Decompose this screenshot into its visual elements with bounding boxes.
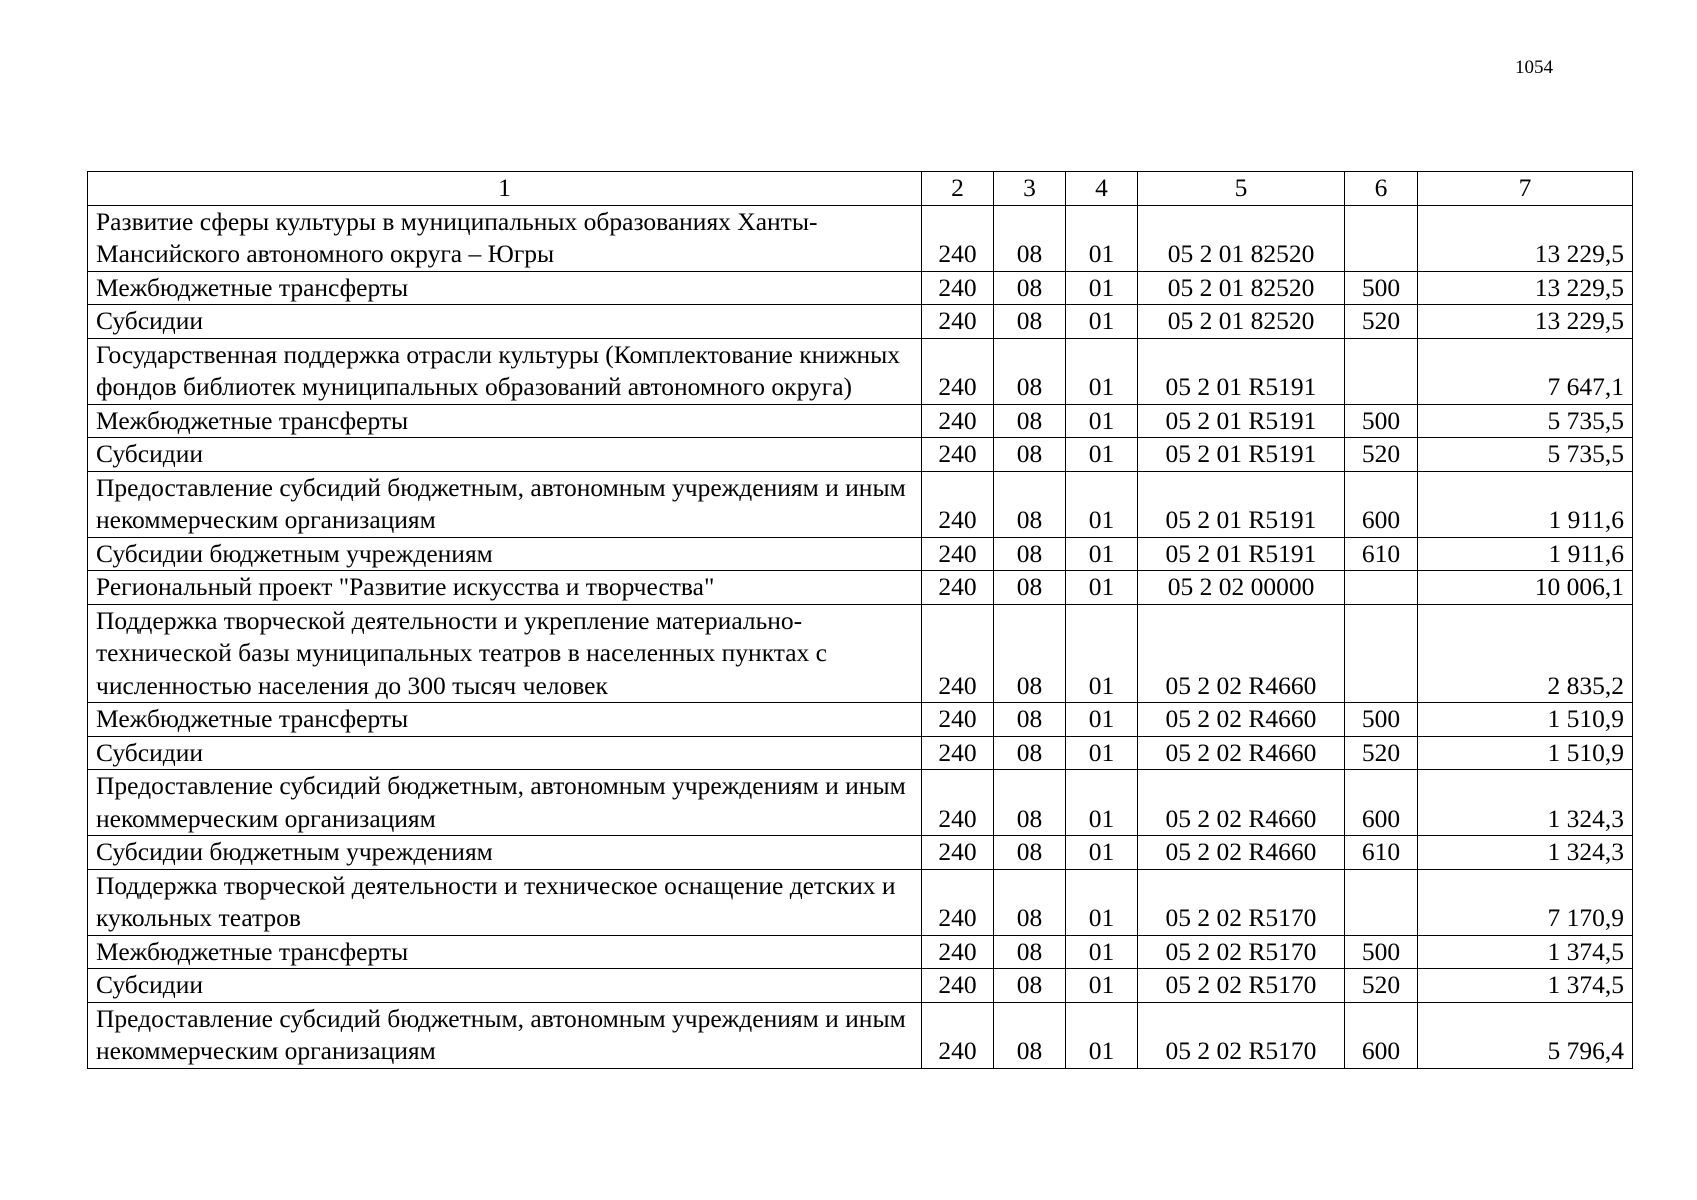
expense-type-cell: 500 — [1345, 404, 1418, 438]
row-name-cell: Субсидии — [88, 969, 922, 1003]
amount-cell: 10 006,1 — [1418, 571, 1633, 605]
expense-type-cell: 520 — [1345, 969, 1418, 1003]
table-row — [88, 969, 1633, 1003]
table-row — [88, 338, 1633, 404]
table-header-row — [88, 172, 1633, 206]
table-row — [88, 869, 1633, 935]
table-row — [88, 271, 1633, 305]
table-row — [88, 438, 1633, 472]
admin-code-cell: 240 — [922, 604, 994, 703]
section-code-cell: 08 — [994, 1002, 1066, 1068]
subsection-code-cell: 01 — [1066, 271, 1138, 305]
subsection-code-cell: 01 — [1066, 205, 1138, 271]
section-code-cell: 08 — [994, 935, 1066, 969]
amount-cell: 1 510,9 — [1418, 736, 1633, 770]
amount-cell: 7 647,1 — [1418, 338, 1633, 404]
column-header: 6 — [1345, 172, 1418, 206]
target-article-cell: 05 2 02 R4660 — [1138, 836, 1345, 870]
table-row — [88, 471, 1633, 537]
section-code-cell: 08 — [994, 537, 1066, 571]
admin-code-cell: 240 — [922, 703, 994, 737]
expense-type-cell — [1345, 869, 1418, 935]
subsection-code-cell: 01 — [1066, 969, 1138, 1003]
target-article-cell: 05 2 02 00000 — [1138, 571, 1345, 605]
admin-code-cell: 240 — [922, 935, 994, 969]
target-article-cell: 05 2 01 R5191 — [1138, 404, 1345, 438]
target-article-cell: 05 2 02 R4660 — [1138, 736, 1345, 770]
target-article-cell: 05 2 02 R4660 — [1138, 770, 1345, 836]
table-row — [88, 537, 1633, 571]
row-name-cell: Субсидии бюджетным учреждениям — [88, 537, 922, 571]
row-name-cell: Субсидии — [88, 736, 922, 770]
subsection-code-cell: 01 — [1066, 1002, 1138, 1068]
table-row — [88, 1002, 1633, 1068]
row-name-cell: Поддержка творческой деятельности и укрепление материально-технической базы муниципальных театров в населенных пунктах с численностью населения до 300 тысяч человек — [88, 604, 922, 703]
admin-code-cell: 240 — [922, 969, 994, 1003]
section-code-cell: 08 — [994, 836, 1066, 870]
admin-code-cell: 240 — [922, 537, 994, 571]
row-name-cell: Межбюджетные трансферты — [88, 271, 922, 305]
amount-cell: 13 229,5 — [1418, 271, 1633, 305]
column-header: 5 — [1138, 172, 1345, 206]
subsection-code-cell: 01 — [1066, 571, 1138, 605]
table-row — [88, 205, 1633, 271]
amount-cell: 2 835,2 — [1418, 604, 1633, 703]
admin-code-cell: 240 — [922, 338, 994, 404]
section-code-cell: 08 — [994, 703, 1066, 737]
row-name-cell: Предоставление субсидий бюджетным, автономным учреждениям и иным некоммерческим организациям — [88, 770, 922, 836]
table-row — [88, 305, 1633, 339]
row-name-cell: Субсидии — [88, 305, 922, 339]
subsection-code-cell: 01 — [1066, 836, 1138, 870]
column-header: 7 — [1418, 172, 1633, 206]
amount-cell: 13 229,5 — [1418, 305, 1633, 339]
expense-type-cell: 520 — [1345, 438, 1418, 472]
admin-code-cell: 240 — [922, 438, 994, 472]
amount-cell: 7 170,9 — [1418, 869, 1633, 935]
amount-cell: 1 324,3 — [1418, 836, 1633, 870]
row-name-cell: Межбюджетные трансферты — [88, 703, 922, 737]
admin-code-cell: 240 — [922, 471, 994, 537]
subsection-code-cell: 01 — [1066, 471, 1138, 537]
section-code-cell: 08 — [994, 404, 1066, 438]
subsection-code-cell: 01 — [1066, 736, 1138, 770]
amount-cell: 1 911,6 — [1418, 537, 1633, 571]
row-name-cell: Предоставление субсидий бюджетным, автономным учреждениям и иным некоммерческим организациям — [88, 471, 922, 537]
budget-table — [87, 171, 1633, 1069]
section-code-cell: 08 — [994, 205, 1066, 271]
expense-type-cell: 610 — [1345, 537, 1418, 571]
expense-type-cell: 500 — [1345, 703, 1418, 737]
section-code-cell: 08 — [994, 271, 1066, 305]
expense-type-cell: 600 — [1345, 770, 1418, 836]
amount-cell: 5 735,5 — [1418, 438, 1633, 472]
column-header: 2 — [922, 172, 994, 206]
target-article-cell: 05 2 02 R5170 — [1138, 869, 1345, 935]
admin-code-cell: 240 — [922, 271, 994, 305]
subsection-code-cell: 01 — [1066, 869, 1138, 935]
amount-cell: 1 911,6 — [1418, 471, 1633, 537]
column-header: 1 — [88, 172, 922, 206]
target-article-cell: 05 2 01 R5191 — [1138, 537, 1345, 571]
row-name-cell: Региональный проект "Развитие искусства и творчества" — [88, 571, 922, 605]
section-code-cell: 08 — [994, 471, 1066, 537]
table-row — [88, 404, 1633, 438]
target-article-cell: 05 2 02 R5170 — [1138, 969, 1345, 1003]
section-code-cell: 08 — [994, 736, 1066, 770]
amount-cell: 1 324,3 — [1418, 770, 1633, 836]
section-code-cell: 08 — [994, 305, 1066, 339]
table-row — [88, 604, 1633, 703]
row-name-cell: Субсидии — [88, 438, 922, 472]
expense-type-cell: 600 — [1345, 1002, 1418, 1068]
admin-code-cell: 240 — [922, 571, 994, 605]
amount-cell: 5 735,5 — [1418, 404, 1633, 438]
admin-code-cell: 240 — [922, 404, 994, 438]
table-row — [88, 836, 1633, 870]
amount-cell: 5 796,4 — [1418, 1002, 1633, 1068]
expense-type-cell — [1345, 571, 1418, 605]
subsection-code-cell: 01 — [1066, 935, 1138, 969]
subsection-code-cell: 01 — [1066, 703, 1138, 737]
target-article-cell: 05 2 01 82520 — [1138, 205, 1345, 271]
target-article-cell: 05 2 01 R5191 — [1138, 338, 1345, 404]
target-article-cell: 05 2 02 R4660 — [1138, 604, 1345, 703]
target-article-cell: 05 2 01 R5191 — [1138, 438, 1345, 472]
admin-code-cell: 240 — [922, 305, 994, 339]
subsection-code-cell: 01 — [1066, 404, 1138, 438]
target-article-cell: 05 2 02 R5170 — [1138, 935, 1345, 969]
row-name-cell: Предоставление субсидий бюджетным, автономным учреждениям и иным некоммерческим организациям — [88, 1002, 922, 1068]
subsection-code-cell: 01 — [1066, 338, 1138, 404]
section-code-cell: 08 — [994, 604, 1066, 703]
expense-type-cell: 520 — [1345, 305, 1418, 339]
section-code-cell: 08 — [994, 438, 1066, 472]
section-code-cell: 08 — [994, 770, 1066, 836]
subsection-code-cell: 01 — [1066, 604, 1138, 703]
row-name-cell: Государственная поддержка отрасли культуры (Комплектование книжных фондов библиотек муниципальных образований автономного округа) — [88, 338, 922, 404]
subsection-code-cell: 01 — [1066, 438, 1138, 472]
amount-cell: 1 510,9 — [1418, 703, 1633, 737]
section-code-cell: 08 — [994, 869, 1066, 935]
expense-type-cell: 600 — [1345, 471, 1418, 537]
subsection-code-cell: 01 — [1066, 305, 1138, 339]
expense-type-cell — [1345, 205, 1418, 271]
table-row — [88, 571, 1633, 605]
target-article-cell: 05 2 01 R5191 — [1138, 471, 1345, 537]
admin-code-cell: 240 — [922, 736, 994, 770]
amount-cell: 1 374,5 — [1418, 969, 1633, 1003]
column-header: 3 — [994, 172, 1066, 206]
target-article-cell: 05 2 01 82520 — [1138, 271, 1345, 305]
expense-type-cell: 500 — [1345, 271, 1418, 305]
admin-code-cell: 240 — [922, 1002, 994, 1068]
expense-type-cell — [1345, 338, 1418, 404]
admin-code-cell: 240 — [922, 205, 994, 271]
row-name-cell: Межбюджетные трансферты — [88, 404, 922, 438]
table-row — [88, 703, 1633, 737]
expense-type-cell: 500 — [1345, 935, 1418, 969]
row-name-cell: Субсидии бюджетным учреждениям — [88, 836, 922, 870]
section-code-cell: 08 — [994, 338, 1066, 404]
table-row — [88, 770, 1633, 836]
amount-cell: 1 374,5 — [1418, 935, 1633, 969]
expense-type-cell — [1345, 604, 1418, 703]
column-header: 4 — [1066, 172, 1138, 206]
expense-type-cell: 520 — [1345, 736, 1418, 770]
target-article-cell: 05 2 01 82520 — [1138, 305, 1345, 339]
table-row — [88, 736, 1633, 770]
section-code-cell: 08 — [994, 571, 1066, 605]
section-code-cell: 08 — [994, 969, 1066, 1003]
amount-cell: 13 229,5 — [1418, 205, 1633, 271]
subsection-code-cell: 01 — [1066, 770, 1138, 836]
admin-code-cell: 240 — [922, 770, 994, 836]
admin-code-cell: 240 — [922, 836, 994, 870]
row-name-cell: Развитие сферы культуры в муниципальных образованиях Ханты-Мансийского автономного округа – Югры — [88, 205, 922, 271]
expense-type-cell: 610 — [1345, 836, 1418, 870]
subsection-code-cell: 01 — [1066, 537, 1138, 571]
target-article-cell: 05 2 02 R5170 — [1138, 1002, 1345, 1068]
row-name-cell: Межбюджетные трансферты — [88, 935, 922, 969]
table-row — [88, 935, 1633, 969]
admin-code-cell: 240 — [922, 869, 994, 935]
target-article-cell: 05 2 02 R4660 — [1138, 703, 1345, 737]
page-number: 1054 — [1515, 57, 1553, 78]
row-name-cell: Поддержка творческой деятельности и техническое оснащение детских и кукольных театров — [88, 869, 922, 935]
